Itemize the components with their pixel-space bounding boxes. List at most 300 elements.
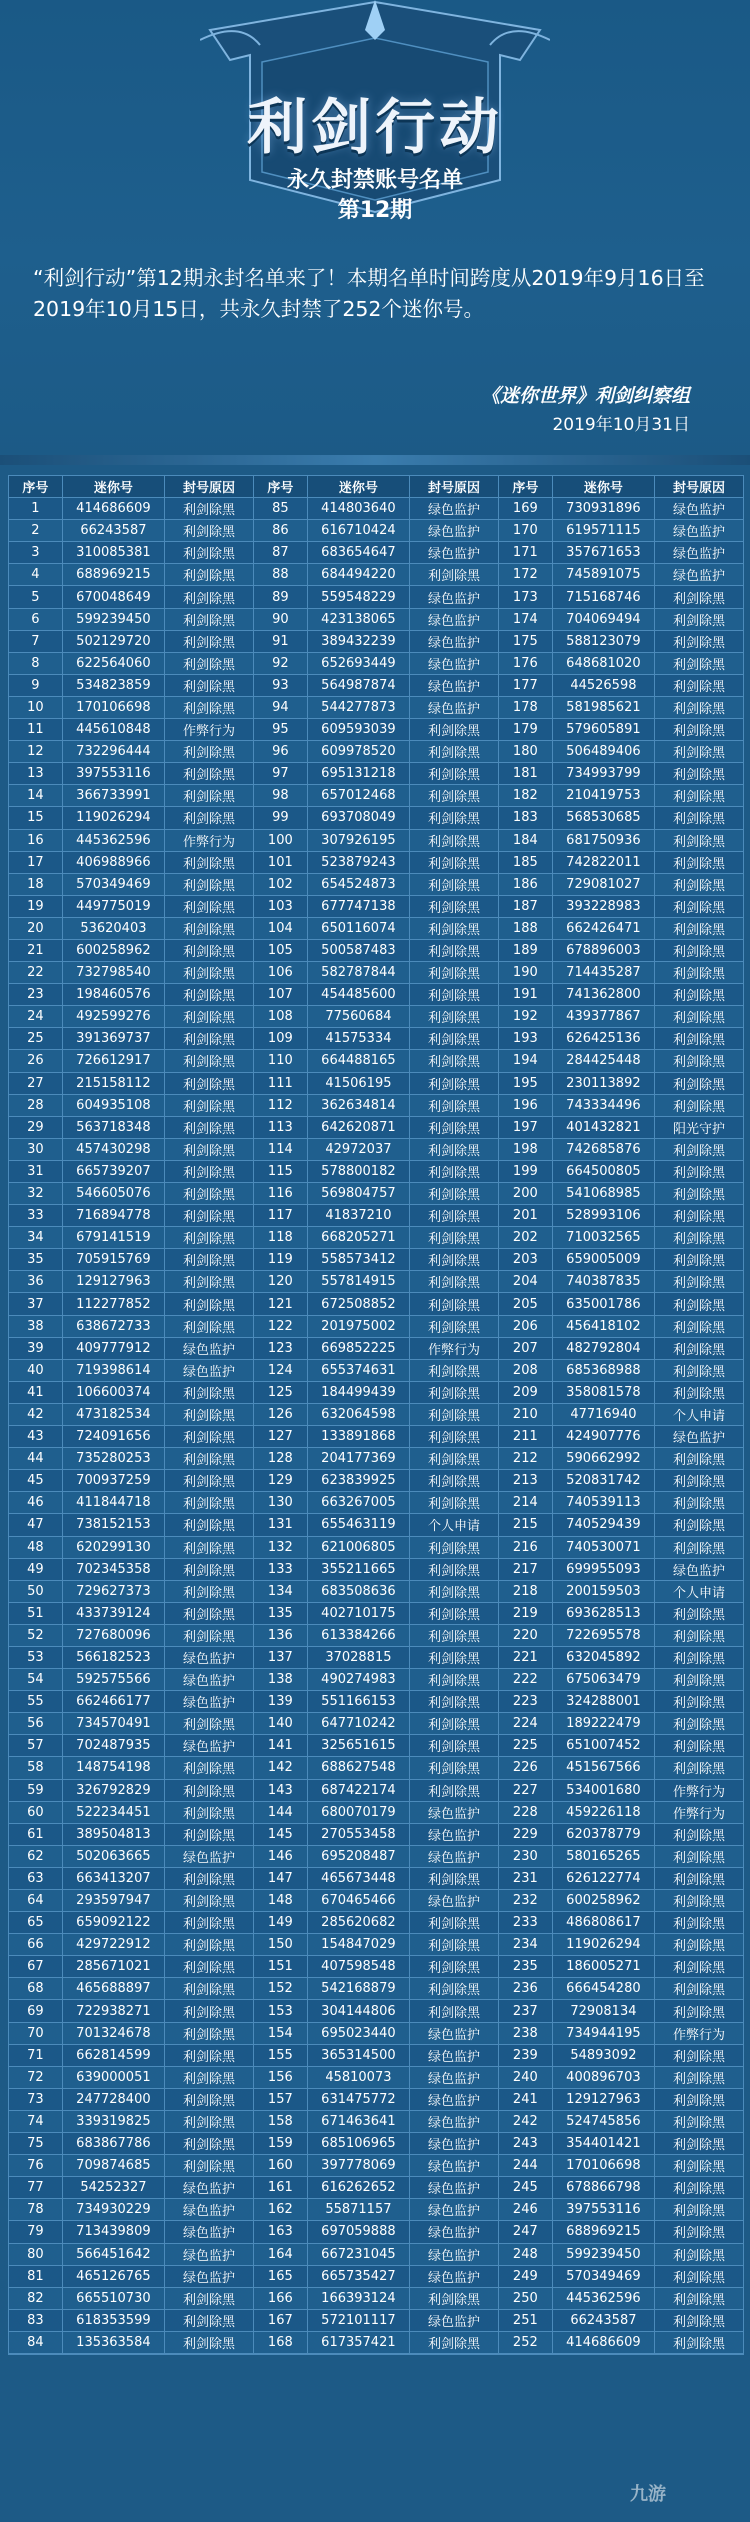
mini-id: 609978520 [308,741,410,762]
mini-id: 198460576 [63,984,165,1005]
table-row [499,1669,743,1691]
ban-reason: 利剑除黑 [183,2314,236,2330]
table-row [499,564,743,586]
row-number: 3 [9,542,63,563]
page-subtitle: 永久封禁账号名单 [286,168,463,193]
ban-reason: 绿色监护 [428,1828,481,1844]
table-row [499,1271,743,1293]
ban-reason: 利剑除黑 [183,1497,236,1513]
ban-reason: 绿色监护 [673,569,726,585]
row-number: 39 [9,1338,63,1359]
table-row [254,1669,498,1691]
ban-reason: 利剑除黑 [428,1099,481,1115]
mini-id: 638672733 [63,1316,165,1337]
table-row [254,564,498,586]
ban-reason: 利剑除黑 [183,569,236,585]
ban-reason: 利剑除黑 [183,1143,236,1159]
ban-reason: 利剑除黑 [673,1674,726,1690]
mini-id: 72908134 [553,2000,655,2021]
mini-id: 604935108 [63,1095,165,1116]
ban-reason: 利剑除黑 [428,945,481,961]
mini-id: 563718348 [63,1117,165,1138]
mini-id: 599239450 [63,609,165,630]
ban-reason: 利剑除黑 [183,2292,236,2308]
table-row [254,1912,498,1934]
ban-reason: 利剑除黑 [183,878,236,894]
table-row [499,1492,743,1514]
ban-reason: 利剑除黑 [183,1806,236,1822]
ban-reason: 利剑除黑 [673,746,726,762]
table-row [9,962,253,984]
mini-id: 699955093 [553,1559,655,1580]
ban-reason: 利剑除黑 [673,2160,726,2176]
ban-reason: 利剑除黑 [428,1585,481,1601]
table-row [499,1890,743,1912]
mini-id: 189222479 [553,1713,655,1734]
mini-id: 391369737 [63,1028,165,1049]
mini-id: 710032565 [553,1227,655,1248]
table-row [9,2288,253,2310]
table-row [9,1868,253,1890]
table-row [499,2310,743,2332]
row-number: 221 [499,1647,553,1668]
table-header-row [9,476,253,498]
table-row [254,1647,498,1669]
mini-id: 465688897 [63,1978,165,1999]
ban-reason: 利剑除黑 [183,1475,236,1491]
table-row [254,1271,498,1293]
ban-reason: 利剑除黑 [428,1165,481,1181]
ban-reason: 利剑除黑 [673,1850,726,1866]
ban-reason: 利剑除黑 [183,591,236,607]
mini-id: 582787844 [308,962,410,983]
table-row [254,940,498,962]
table-row [254,1757,498,1779]
table-row [499,1183,743,1205]
row-number: 122 [254,1316,308,1337]
row-number: 48 [9,1537,63,1558]
ban-reason: 利剑除黑 [183,1961,236,1977]
ban-reason: 利剑除黑 [428,1696,481,1712]
row-number: 85 [254,498,308,519]
row-number: 28 [9,1095,63,1116]
mini-id: 622564060 [63,653,165,674]
table-row [254,1978,498,2000]
row-number: 130 [254,1492,308,1513]
ban-reason: 绿色监护 [183,1342,236,1358]
row-number: 24 [9,1006,63,1027]
mini-id: 681750936 [553,830,655,851]
row-number: 111 [254,1073,308,1094]
table-row [499,2089,743,2111]
row-number: 165 [254,2266,308,2287]
mini-id: 558573412 [308,1249,410,1270]
table-row [499,1470,743,1492]
row-number: 176 [499,653,553,674]
organization-signature: 《迷你世界》利剑纠察组 [480,385,690,407]
row-number: 98 [254,785,308,806]
mini-id: 414803640 [308,498,410,519]
mini-id: 740387835 [553,1271,655,1292]
ban-reason: 利剑除黑 [428,1629,481,1645]
mini-id: 702487935 [63,1735,165,1756]
ban-reason: 利剑除黑 [183,1762,236,1778]
ban-reason: 利剑除黑 [673,2336,726,2352]
table-row [9,2000,253,2022]
header-id: 迷你号 [553,476,655,497]
row-number: 192 [499,1006,553,1027]
table-row [9,1956,253,1978]
table-row [499,741,743,763]
table-row [9,2244,253,2266]
ban-reason: 利剑除黑 [428,790,481,806]
mini-id: 37028815 [308,1647,410,1668]
ban-reason: 利剑除黑 [673,1939,726,1955]
mini-id: 742822011 [553,852,655,873]
mini-id: 697059888 [308,2221,410,2242]
ban-reason: 绿色监护 [428,2182,481,2198]
mini-id: 659005009 [553,1249,655,1270]
table-row [9,1912,253,1934]
table-row [499,1006,743,1028]
row-number: 115 [254,1161,308,1182]
table-row [9,1934,253,1956]
ban-reason: 利剑除黑 [428,2336,481,2352]
table-row [9,1293,253,1315]
row-number: 213 [499,1470,553,1491]
table-row [499,1073,743,1095]
table-row [254,896,498,918]
row-number: 171 [499,542,553,563]
ban-reason: 绿色监护 [673,503,726,519]
mini-id: 740529439 [553,1514,655,1535]
table-row [9,1227,253,1249]
row-number: 187 [499,896,553,917]
ban-reason: 利剑除黑 [428,1077,481,1093]
table-row [254,1846,498,1868]
table-row [254,1382,498,1404]
table-row [254,1205,498,1227]
row-number: 91 [254,631,308,652]
table-row [254,2244,498,2266]
table-row [499,2266,743,2288]
table-row [254,2067,498,2089]
table-row [254,1050,498,1072]
row-number: 52 [9,1625,63,1646]
table-row [499,852,743,874]
ban-reason: 利剑除黑 [673,724,726,740]
table-row [9,1669,253,1691]
table-row [254,1293,498,1315]
ban-reason: 利剑除黑 [673,2049,726,2065]
row-number: 110 [254,1050,308,1071]
row-number: 54 [9,1669,63,1690]
mini-id: 397553116 [63,763,165,784]
mini-id: 616262652 [308,2177,410,2198]
mini-id: 677747138 [308,896,410,917]
mini-id: 618353599 [63,2310,165,2331]
table-row [254,1360,498,1382]
table-row [499,1757,743,1779]
ban-reason: 绿色监护 [183,1652,236,1668]
ban-reason: 利剑除黑 [428,1408,481,1424]
table-row [9,1559,253,1581]
ban-reason: 利剑除黑 [673,1541,726,1557]
ban-reason: 利剑除黑 [183,547,236,563]
mini-id: 734993799 [553,763,655,784]
mini-id: 672508852 [308,1293,410,1314]
table-row [9,1095,253,1117]
ban-reason: 利剑除黑 [673,657,726,673]
ban-reason: 利剑除黑 [673,635,726,651]
row-number: 203 [499,1249,553,1270]
mini-id: 580165265 [553,1846,655,1867]
row-number: 38 [9,1316,63,1337]
table-row [499,1404,743,1426]
mini-id: 41837210 [308,1205,410,1226]
mini-id: 609593039 [308,719,410,740]
table-row [499,1735,743,1757]
table-row [254,1625,498,1647]
header-id: 迷你号 [308,476,410,497]
row-number: 160 [254,2155,308,2176]
mini-id: 664488165 [308,1050,410,1071]
row-number: 120 [254,1271,308,1292]
table-row [254,1117,498,1139]
ban-reason: 利剑除黑 [673,1254,726,1270]
ban-reason: 利剑除黑 [183,1298,236,1314]
table-row [254,1161,498,1183]
row-number: 151 [254,1956,308,1977]
table-row [499,807,743,829]
row-number: 218 [499,1581,553,1602]
row-number: 106 [254,962,308,983]
mini-id: 592575566 [63,1669,165,1690]
ban-reason: 绿色监护 [673,1431,726,1447]
ban-reason: 绿色监护 [183,2270,236,2286]
table-row [254,852,498,874]
row-number: 81 [9,2266,63,2287]
mini-id: 716894778 [63,1205,165,1226]
ban-reason: 利剑除黑 [183,1872,236,1888]
row-number: 31 [9,1161,63,1182]
row-number: 29 [9,1117,63,1138]
table-row [254,1956,498,1978]
ban-reason: 利剑除黑 [428,1386,481,1402]
mini-id: 655463119 [308,1514,410,1535]
ban-reason: 利剑除黑 [673,768,726,784]
row-number: 198 [499,1139,553,1160]
ban-reason: 利剑除黑 [428,1188,481,1204]
mini-id: 626122774 [553,1868,655,1889]
row-number: 27 [9,1073,63,1094]
ban-reason: 利剑除黑 [428,1121,481,1137]
mini-id: 688627548 [308,1757,410,1778]
ban-reason: 绿色监护 [428,613,481,629]
mini-id: 542168879 [308,1978,410,1999]
table-row [254,653,498,675]
ban-reason: 利剑除黑 [428,1276,481,1292]
table-row [254,2155,498,2177]
mini-id: 285671021 [63,1956,165,1977]
ban-reason: 利剑除黑 [428,1674,481,1690]
row-number: 207 [499,1338,553,1359]
mini-id: 617357421 [308,2332,410,2353]
row-number: 40 [9,1360,63,1381]
row-number: 82 [9,2288,63,2309]
issue-number: 第12期 [337,198,413,223]
table-row [499,2288,743,2310]
table-row [9,1249,253,1271]
table-row [9,1006,253,1028]
mini-id: 502063665 [63,1846,165,1867]
table-row [9,1338,253,1360]
mini-id: 402710175 [308,1603,410,1624]
row-number: 143 [254,1780,308,1801]
row-number: 246 [499,2199,553,2220]
row-number: 14 [9,785,63,806]
ban-reason: 利剑除黑 [428,1033,481,1049]
ban-reason: 利剑除黑 [428,1254,481,1270]
row-number: 138 [254,1669,308,1690]
table-row [499,785,743,807]
table-row [9,1713,253,1735]
ban-reason: 利剑除黑 [673,1983,726,1999]
row-number: 86 [254,520,308,541]
row-number: 177 [499,675,553,696]
ban-reason: 利剑除黑 [673,1497,726,1513]
mini-id: 393228983 [553,896,655,917]
row-number: 57 [9,1735,63,1756]
ban-reason: 利剑除黑 [673,1629,726,1645]
row-number: 79 [9,2221,63,2242]
mini-id: 665510730 [63,2288,165,2309]
ban-reason: 利剑除黑 [428,1784,481,1800]
mini-id: 66243587 [63,520,165,541]
row-number: 159 [254,2133,308,2154]
table-row [9,1492,253,1514]
table-row [254,1028,498,1050]
row-number: 169 [499,498,553,519]
mini-id: 709874685 [63,2155,165,2176]
row-number: 42 [9,1404,63,1425]
ban-reason: 利剑除黑 [673,812,726,828]
ban-reason: 作弊行为 [428,1342,481,1358]
mini-id: 397778069 [308,2155,410,2176]
table-row [499,763,743,785]
table-row [499,1978,743,2000]
row-number: 184 [499,830,553,851]
header-no: 序号 [9,476,63,497]
table-row [254,1890,498,1912]
mini-id: 135363584 [63,2332,165,2353]
mini-id: 745891075 [553,564,655,585]
row-number: 174 [499,609,553,630]
mini-id: 433739124 [63,1603,165,1624]
row-number: 4 [9,564,63,585]
row-number: 107 [254,984,308,1005]
ban-reason: 作弊行为 [673,2027,726,2043]
table-row [9,1470,253,1492]
ban-reason: 利剑除黑 [428,1563,481,1579]
mini-id: 106600374 [63,1382,165,1403]
mini-id: 678866798 [553,2177,655,2198]
mini-id: 650116074 [308,918,410,939]
ban-reason: 利剑除黑 [183,2049,236,2065]
mini-id: 473182534 [63,1404,165,1425]
row-number: 153 [254,2000,308,2021]
mini-id: 411844718 [63,1492,165,1513]
mini-id: 727680096 [63,1625,165,1646]
row-number: 245 [499,2177,553,2198]
row-number: 162 [254,2199,308,2220]
mini-id: 400896703 [553,2067,655,2088]
mini-id: 465673448 [308,1868,410,1889]
ban-reason: 利剑除黑 [183,2115,236,2131]
table-row [499,1448,743,1470]
ban-reason: 利剑除黑 [183,768,236,784]
ban-reason: 绿色监护 [183,1696,236,1712]
table-row [499,1603,743,1625]
ban-reason: 利剑除黑 [183,1121,236,1137]
ban-reason: 利剑除黑 [183,1099,236,1115]
mini-id: 129127963 [63,1271,165,1292]
table-row [9,1757,253,1779]
mini-id: 695023440 [308,2023,410,2044]
ban-reason: 利剑除黑 [183,812,236,828]
row-number: 142 [254,1757,308,1778]
ban-reason: 利剑除黑 [673,1099,726,1115]
ban-reason: 利剑除黑 [183,1917,236,1933]
row-number: 242 [499,2111,553,2132]
mini-id: 655374631 [308,1360,410,1381]
ban-reason: 利剑除黑 [183,989,236,1005]
row-number: 124 [254,1360,308,1381]
mini-id: 715168746 [553,586,655,607]
mini-id: 457430298 [63,1139,165,1160]
row-number: 58 [9,1757,63,1778]
row-number: 248 [499,2244,553,2265]
mini-id: 566451642 [63,2244,165,2265]
ban-reason: 利剑除黑 [673,2226,726,2242]
row-number: 231 [499,1868,553,1889]
row-number: 237 [499,2000,553,2021]
table-row [9,542,253,564]
mini-id: 726612917 [63,1050,165,1071]
row-number: 75 [9,2133,63,2154]
table-row [254,1183,498,1205]
mini-id: 362634814 [308,1095,410,1116]
table-row [499,1028,743,1050]
ban-reason: 利剑除黑 [428,1232,481,1248]
ban-reason: 利剑除黑 [673,1298,726,1314]
mini-id: 293597947 [63,1890,165,1911]
row-number: 116 [254,1183,308,1204]
mini-id: 623839925 [308,1470,410,1491]
row-number: 69 [9,2000,63,2021]
mini-id: 186005271 [553,1956,655,1977]
ban-reason: 利剑除黑 [428,1143,481,1159]
ban-reason: 利剑除黑 [673,1364,726,1380]
mini-id: 133891868 [308,1426,410,1447]
mini-id: 570349469 [553,2266,655,2287]
mini-id: 648681020 [553,653,655,674]
table-row [9,1183,253,1205]
table-row [9,2045,253,2067]
mini-id: 743334496 [553,1095,655,1116]
ban-reason: 绿色监护 [428,701,481,717]
table-row [499,1227,743,1249]
